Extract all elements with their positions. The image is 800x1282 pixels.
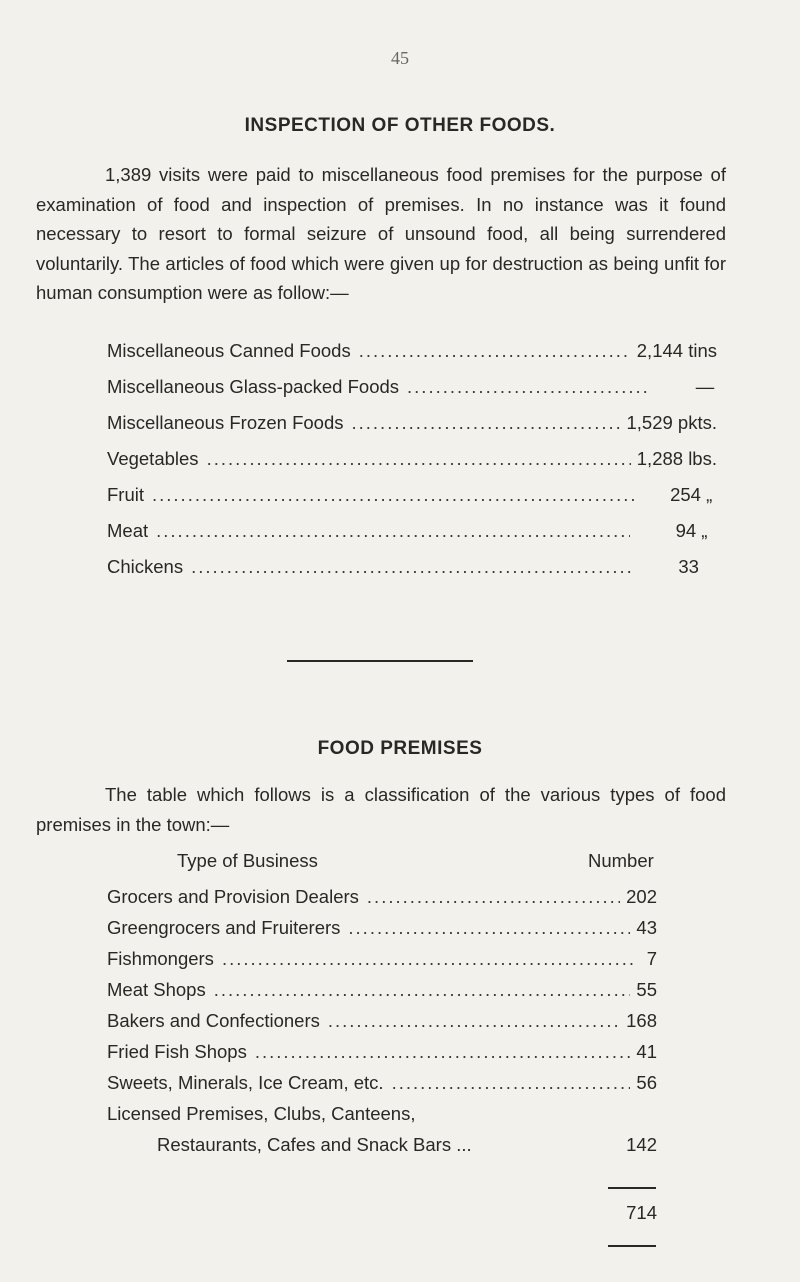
total-rule-bottom xyxy=(608,1245,656,1247)
list-item: Miscellaneous Canned Foods ..... 2,144 tins xyxy=(107,340,717,370)
table-row: Greengrocers and Fruiterers ..... 43 xyxy=(107,917,657,947)
list-item: Meat ..... 94 „ xyxy=(107,520,717,550)
table-row: Licensed Premises, Clubs, Canteens, xyxy=(107,1103,416,1124)
premises-paragraph: The table which follows is a classification of the various types of food premises in the town:— xyxy=(36,784,726,835)
list-item: Miscellaneous Glass-packed Foods ..... — xyxy=(107,376,717,406)
section-divider xyxy=(287,660,473,662)
total-rule-top xyxy=(608,1187,656,1189)
section-title-inspection: INSPECTION OF OTHER FOODS. xyxy=(244,115,556,136)
premises-total: 714 xyxy=(626,1202,657,1223)
table-row: Fried Fish Shops ..... 41 xyxy=(107,1041,657,1071)
list-item: Chickens ..... 33 xyxy=(107,556,717,586)
column-header-type: Type of Business xyxy=(177,850,318,871)
column-header-number: Number xyxy=(588,850,654,871)
table-row: Restaurants, Cafes and Snack Bars ... 142 xyxy=(157,1134,657,1155)
page-number: 45 xyxy=(391,48,409,68)
list-item: Miscellaneous Frozen Foods ..... 1,529 pkts. xyxy=(107,412,717,442)
table-row: Bakers and Confectioners ..... 168 xyxy=(107,1010,657,1040)
table-row: Meat Shops ..... 55 xyxy=(107,979,657,1009)
inspection-paragraph: 1,389 visits were paid to miscellaneous food premises for the purpose of examination of food and inspection of premises. In no instance was it found necessary to resort to formal seizure of unsound food, all being surrendered voluntarily. The articles of food which were given up for destruction as being unfit for human consumption were as follow:— xyxy=(36,164,726,303)
table-row: Grocers and Provision Dealers ..... 202 xyxy=(107,886,657,916)
list-item: Vegetables ..... 1,288 lbs. xyxy=(107,448,717,478)
section-title-premises: FOOD PREMISES xyxy=(317,738,483,759)
table-row: Sweets, Minerals, Ice Cream, etc. ..... 56 xyxy=(107,1072,657,1102)
table-row: Fishmongers ..... 7 xyxy=(107,948,657,978)
list-item: Fruit ..... 254 „ xyxy=(107,484,717,514)
